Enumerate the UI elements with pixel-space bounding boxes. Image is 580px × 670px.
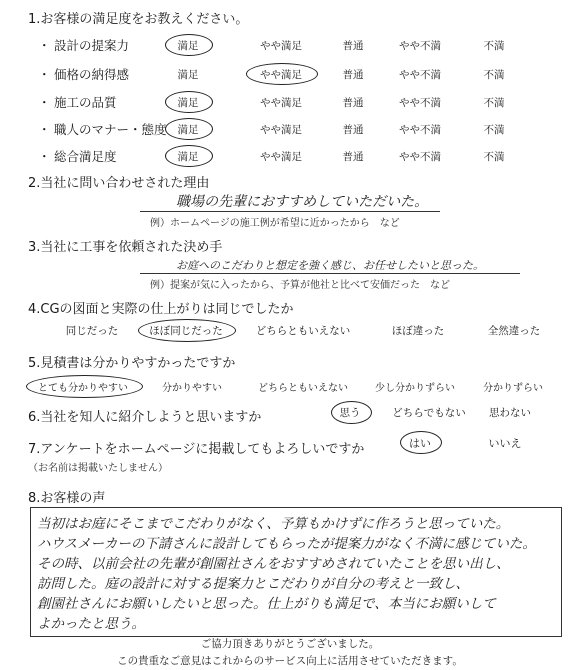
customer-voice-box xyxy=(30,507,562,637)
rating-option[interactable]: やや不満 xyxy=(399,151,441,163)
choice-option[interactable]: どちらともいえない xyxy=(255,325,351,337)
rating-option[interactable]: 普通 xyxy=(342,69,364,81)
choice-option[interactable]: どちらでもない xyxy=(392,407,466,419)
q2-answer-line xyxy=(140,211,440,212)
voice-line: 創園社さんにお願いしたいと思った。仕上がりも満足で、本当にお願いして xyxy=(37,596,496,612)
rating-option[interactable]: 普通 xyxy=(342,97,364,109)
rating-option[interactable]: 不満 xyxy=(483,69,505,81)
rating-option[interactable]: 満足 xyxy=(177,124,199,136)
bullet: ・ xyxy=(38,149,51,164)
voice-line: ハウスメーカーの下請さんに設計してもらったが提案力がなく不満に感じていた。 xyxy=(37,536,536,552)
choice-option[interactable]: いいえ xyxy=(488,437,522,450)
rating-row-label: 設計の提案力 xyxy=(54,38,130,53)
rating-option[interactable]: 不満 xyxy=(483,124,505,136)
rating-option[interactable]: やや満足 xyxy=(260,69,302,81)
choice-option[interactable]: 分かりやすい xyxy=(162,383,222,394)
voice-line: よかったと思う。 xyxy=(37,616,145,632)
rating-row-label: 総合満足度 xyxy=(54,149,117,164)
choice-option[interactable]: 分かりずらい xyxy=(483,383,543,394)
rating-option[interactable]: 普通 xyxy=(342,151,364,163)
rating-option[interactable]: 普通 xyxy=(342,40,364,52)
rating-option[interactable]: やや不満 xyxy=(399,97,441,109)
rating-option[interactable]: 不満 xyxy=(483,151,505,163)
bullet: ・ xyxy=(38,95,51,110)
rating-option[interactable]: 満足 xyxy=(177,40,199,52)
q4-title: 4.CGの図面と実際の仕上がりは同じでしたか xyxy=(28,302,294,317)
choice-option[interactable]: 少し分かりずらい xyxy=(375,383,455,394)
q7-note: （お名前は掲載いたしません） xyxy=(28,463,168,474)
rating-option[interactable]: やや満足 xyxy=(260,151,302,163)
rating-option[interactable]: 不満 xyxy=(483,97,505,109)
footer-thanks: ご協力頂きありがとうございました。 xyxy=(200,638,380,650)
bullet: ・ xyxy=(38,67,51,82)
q2-example: 例）ホームページの施工例が希望に近かったから など xyxy=(150,218,400,229)
q5-title: 5.見積書は分かりやすかったですか xyxy=(28,356,236,371)
choice-option[interactable]: ほぼ違った xyxy=(391,325,445,337)
choice-option[interactable]: 思う xyxy=(339,407,361,419)
choice-option[interactable]: どちらともいえない xyxy=(258,383,348,394)
q8-title: 8.お客様の声 xyxy=(28,491,106,506)
q6-title: 6.当社を知人に紹介しようと思いますか xyxy=(28,410,262,425)
footer-message: この貴重なご意見はこれからのサービス向上に活用させていただきます。 xyxy=(117,655,463,667)
q3-answer: お庭へのこだわりと想定を強く感じ、お任せしたいと思った。 xyxy=(176,259,484,272)
choice-option[interactable]: ほぼ同じだった xyxy=(149,325,223,337)
q2-answer: 職場の先輩におすすめしていただいた。 xyxy=(176,194,429,210)
voice-line: 訪問した。庭の設計に対する提案力とこだわりが自分の考えと一致し、 xyxy=(37,576,469,592)
rating-option[interactable]: やや満足 xyxy=(260,97,302,109)
choice-option[interactable]: 同じだった xyxy=(65,325,119,337)
rating-option[interactable]: 満足 xyxy=(177,151,199,163)
voice-line: 当初はお庭にそこまでこだわりがなく、予算もかけずに作ろうと思っていた。 xyxy=(37,516,510,532)
rating-option[interactable]: 満足 xyxy=(177,97,199,109)
choice-option[interactable]: はい xyxy=(409,437,431,450)
rating-option[interactable]: 満足 xyxy=(177,69,199,81)
q2-title: 2.当社に問い合わせされた理由 xyxy=(28,176,210,191)
rating-option[interactable]: やや満足 xyxy=(260,40,302,52)
q3-title: 3.当社に工事を依頼された決め手 xyxy=(28,240,223,255)
rating-option[interactable]: やや不満 xyxy=(399,69,441,81)
rating-row-label: 職人のマナー・態度 xyxy=(54,122,167,137)
rating-row-label: 価格の納得感 xyxy=(54,67,130,82)
choice-option[interactable]: 全然違った xyxy=(487,325,541,337)
q3-answer-line xyxy=(140,273,520,274)
rating-option[interactable]: やや満足 xyxy=(260,124,302,136)
bullet: ・ xyxy=(38,38,51,53)
rating-option[interactable]: やや不満 xyxy=(399,124,441,136)
q3-example: 例）提案が気に入ったから、予算が他社と比べて安価だった など xyxy=(150,280,450,291)
q1-title: 1.お客様の満足度をお教えください。 xyxy=(28,12,249,27)
rating-row-label: 施工の品質 xyxy=(54,95,117,110)
choice-option[interactable]: とても分かりやすい xyxy=(38,383,128,394)
q7-title: 7.アンケートをホームページに掲載してもよろしいですか xyxy=(28,442,365,457)
rating-option[interactable]: 不満 xyxy=(483,40,505,52)
bullet: ・ xyxy=(38,122,51,137)
choice-option[interactable]: 思わない xyxy=(489,407,531,419)
rating-option[interactable]: 普通 xyxy=(342,124,364,136)
voice-line: その時、以前会社の先輩が創園社さんをおすすめされていたことを思い出し、 xyxy=(37,556,510,572)
rating-option[interactable]: やや不満 xyxy=(399,40,441,52)
